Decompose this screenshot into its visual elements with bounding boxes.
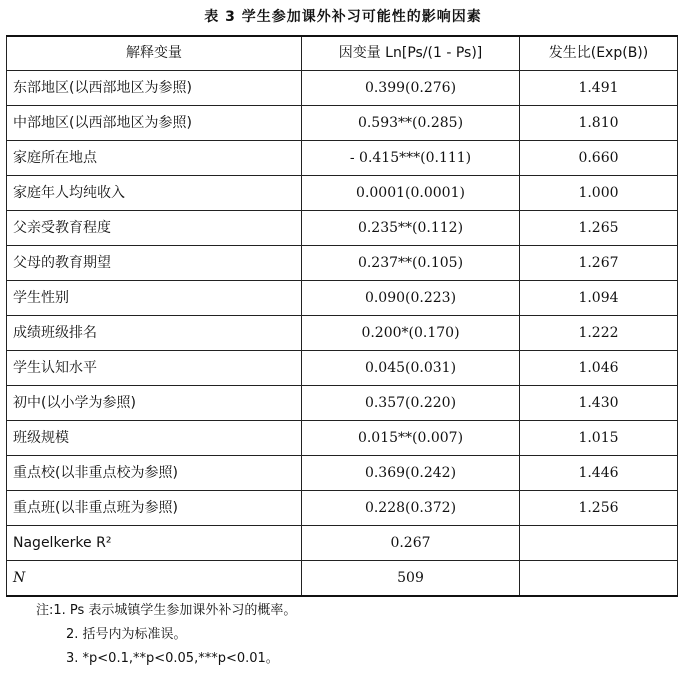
row-variable: 重点校(以非重点校为参照) <box>7 456 302 491</box>
table-row <box>7 246 678 281</box>
row-odds: 1.094 <box>520 281 678 316</box>
row-coefficient: 0.237**(0.105) <box>302 246 520 281</box>
row-variable: 父亲受教育程度 <box>7 211 302 246</box>
header-odds-ratio: 发生比(Exp(B)) <box>520 36 678 71</box>
regression-table <box>6 35 678 597</box>
row-coefficient: 0.0001(0.0001) <box>302 176 520 211</box>
table-row <box>7 71 678 106</box>
row-coefficient: 0.228(0.372) <box>302 491 520 526</box>
row-coefficient: 0.015**(0.007) <box>302 421 520 456</box>
table-row <box>7 211 678 246</box>
row-odds: 0.660 <box>520 141 678 176</box>
row-coefficient: 0.200*(0.170) <box>302 316 520 351</box>
row-odds: 1.265 <box>520 211 678 246</box>
n-row <box>7 561 678 597</box>
r2-label: Nagelkerke R² <box>7 526 302 561</box>
table-row <box>7 351 678 386</box>
r2-empty-cell <box>520 526 678 561</box>
row-variable: 重点班(以非重点班为参照) <box>7 491 302 526</box>
row-odds: 1.267 <box>520 246 678 281</box>
n-label <box>7 561 302 597</box>
table-row <box>7 281 678 316</box>
row-odds: 1.446 <box>520 456 678 491</box>
row-variable: 东部地区(以西部地区为参照) <box>7 71 302 106</box>
table-title: 表 3 学生参加课外补习可能性的影响因素 <box>204 9 482 25</box>
table-row <box>7 421 678 456</box>
row-odds: 1.256 <box>520 491 678 526</box>
row-odds: 1.810 <box>520 106 678 141</box>
row-odds: 1.222 <box>520 316 678 351</box>
row-coefficient: 0.045(0.031) <box>302 351 520 386</box>
row-variable: 中部地区(以西部地区为参照) <box>7 106 302 141</box>
row-variable: 学生认知水平 <box>7 351 302 386</box>
table-row <box>7 386 678 421</box>
table-row <box>7 106 678 141</box>
row-variable: 初中(以小学为参照) <box>7 386 302 421</box>
r2-value: 0.267 <box>302 526 520 561</box>
row-coefficient: 0.090(0.223) <box>302 281 520 316</box>
row-variable: 学生性别 <box>7 281 302 316</box>
header-variable: 解释变量 <box>7 36 302 71</box>
row-variable: 班级规模 <box>7 421 302 456</box>
table-row <box>7 491 678 526</box>
row-coefficient: 0.235**(0.112) <box>302 211 520 246</box>
header-coefficient: 因变量 Ln[Ps/(1 - Ps)] <box>302 36 520 71</box>
row-coefficient: - 0.415***(0.111) <box>302 141 520 176</box>
row-odds: 1.491 <box>520 71 678 106</box>
row-coefficient: 0.399(0.276) <box>302 71 520 106</box>
row-coefficient: 0.593**(0.285) <box>302 106 520 141</box>
regression-table-container <box>6 35 677 597</box>
row-coefficient: 0.369(0.242) <box>302 456 520 491</box>
r2-row <box>7 526 678 561</box>
n-label-text: N <box>13 570 26 586</box>
row-variable: 家庭所在地点 <box>7 141 302 176</box>
row-odds: 1.046 <box>520 351 678 386</box>
table-row <box>7 316 678 351</box>
table-notes <box>36 599 296 671</box>
row-odds: 1.000 <box>520 176 678 211</box>
row-variable: 父母的教育期望 <box>7 246 302 281</box>
row-coefficient: 0.357(0.220) <box>302 386 520 421</box>
header-row <box>7 36 678 71</box>
note-line: 注:1. Ps 表示城镇学生参加课外补习的概率。 <box>36 603 297 618</box>
row-odds: 1.015 <box>520 421 678 456</box>
row-odds: 1.430 <box>520 386 678 421</box>
table-row <box>7 141 678 176</box>
n-empty-cell <box>520 561 678 597</box>
row-variable: 成绩班级排名 <box>7 316 302 351</box>
note-line: 2. 括号内为标准误。 <box>66 627 187 642</box>
row-variable: 家庭年人均纯收入 <box>7 176 302 211</box>
n-value: 509 <box>302 561 520 597</box>
table-row <box>7 456 678 491</box>
note-line: 3. *p<0.1,**p<0.05,***p<0.01。 <box>66 651 279 666</box>
table-row <box>7 176 678 211</box>
